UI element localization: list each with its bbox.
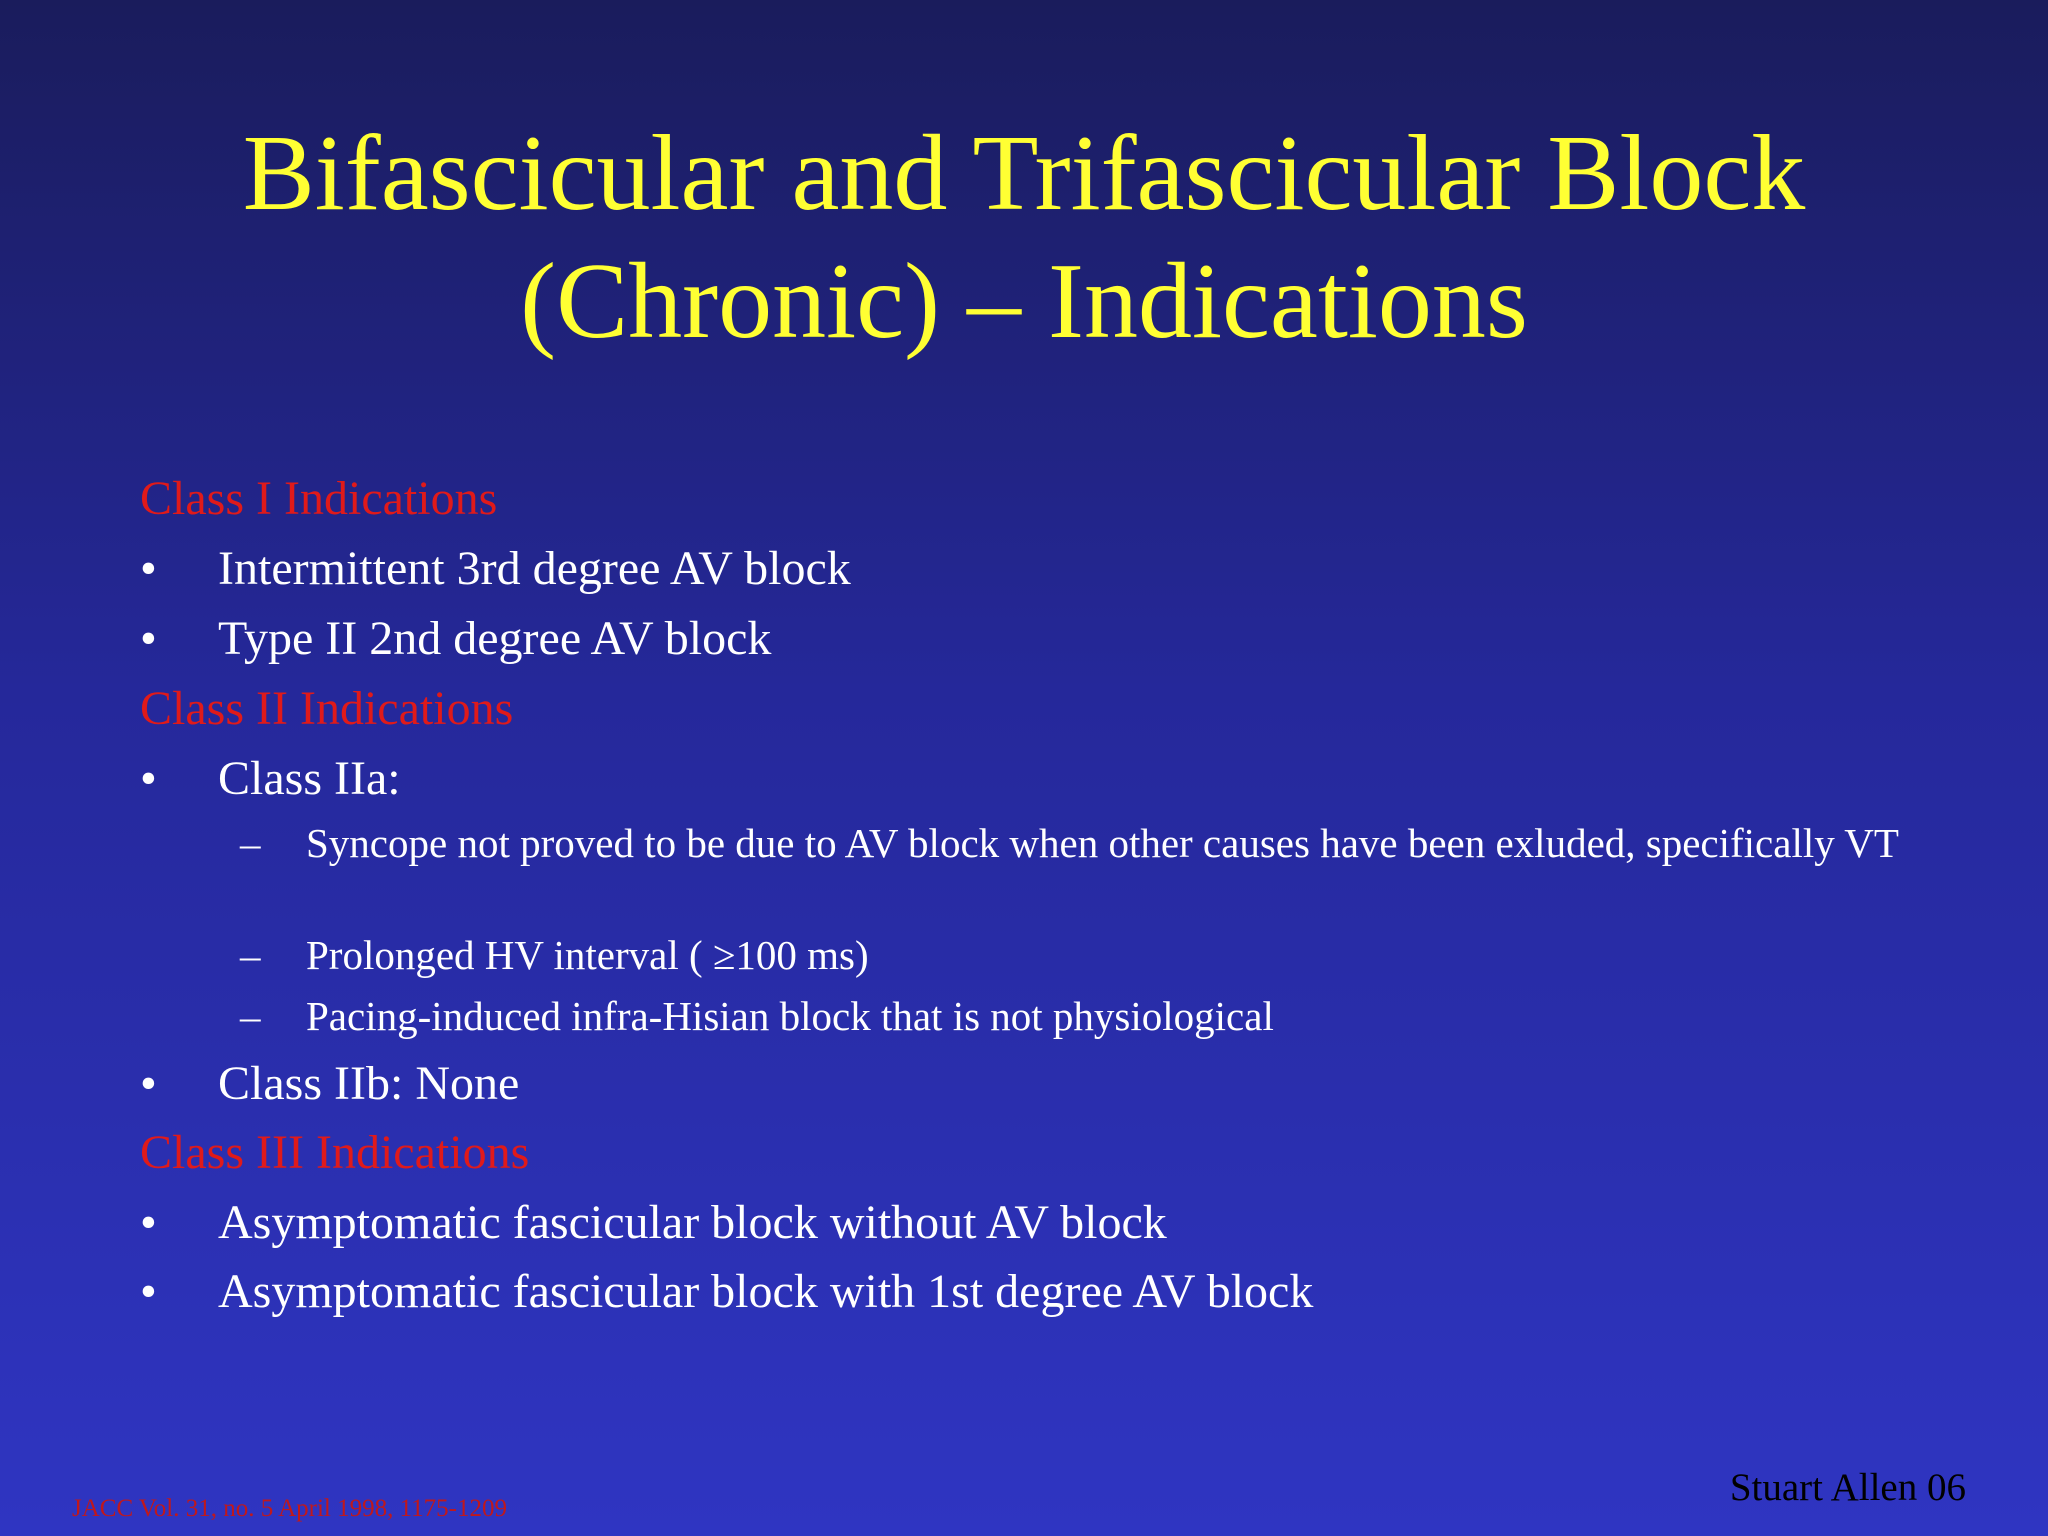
bullet-marker: • xyxy=(140,542,157,595)
dash-marker: – xyxy=(240,993,261,1039)
bullet-text: Class IIb: None xyxy=(218,1057,520,1110)
bullet-text: Asymptomatic fascicular block with 1st degree AV block xyxy=(218,1265,1314,1318)
slide-title-line-1: Bifascicular and Trifascicular Block xyxy=(242,114,1806,233)
bullet-marker: • xyxy=(140,612,157,665)
dash-marker: – xyxy=(240,820,261,866)
sub-item-text: Syncope not proved to be due to AV block when other causes have been exluded, specifically VT xyxy=(306,820,1899,866)
dash-marker: – xyxy=(240,932,261,978)
sub-item-text: Prolonged HV interval ( ≥100 ms) xyxy=(306,932,869,978)
bullet-text: Intermittent 3rd degree AV block xyxy=(218,542,851,595)
class-2a-sub-item xyxy=(240,818,1940,918)
bullet-text: Class IIa: xyxy=(218,752,401,805)
bullet-marker: • xyxy=(140,1057,157,1110)
bullet-text: Asymptomatic fascicular block without AV block xyxy=(218,1196,1167,1249)
slide-title xyxy=(0,110,2048,366)
bullet-marker: • xyxy=(140,752,157,805)
bullet-text: Type II 2nd degree AV block xyxy=(218,612,772,665)
footer-reference: JACC Vol. 31, no. 5 April 1998, 1175-1209 xyxy=(72,1495,507,1522)
class-2-heading: Class II Indications xyxy=(140,682,514,735)
class-1-heading: Class I Indications xyxy=(140,472,498,525)
footer-author: Stuart Allen 06 xyxy=(1729,1466,1966,1509)
class-3-heading: Class III Indications xyxy=(140,1126,530,1179)
slide-title-line-2: (Chronic) – Indications xyxy=(520,242,1528,361)
bullet-marker: • xyxy=(140,1265,157,1318)
sub-item-text: Pacing-induced infra-Hisian block that is not physiological xyxy=(306,993,1274,1039)
bullet-marker: • xyxy=(140,1196,157,1249)
